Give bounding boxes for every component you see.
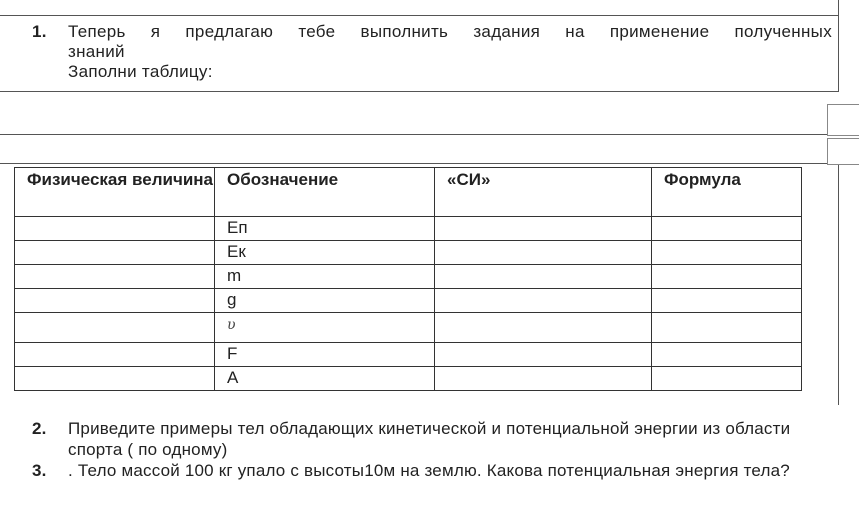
header-formula: Формула (652, 168, 802, 217)
velocity-symbol: υ (227, 317, 236, 333)
symbol-cell: F (215, 343, 435, 367)
quantity-cell[interactable] (15, 367, 215, 391)
table-row (15, 367, 802, 391)
task-list (32, 418, 822, 481)
task-1-number: 1. (32, 22, 47, 41)
si-cell[interactable] (435, 217, 652, 241)
quantity-cell[interactable] (15, 289, 215, 313)
right-rule-table (838, 165, 839, 405)
symbol-cell: g (215, 289, 435, 313)
task-1-line2: знаний (68, 42, 125, 61)
rule-under-task1 (0, 91, 838, 92)
header-si: «СИ» (435, 168, 652, 217)
si-cell[interactable] (435, 343, 652, 367)
symbol-cell: Еп (215, 217, 435, 241)
right-rule-top (838, 0, 839, 92)
task-2-text: Приведите примеры тел обладающих кинетической и потенциальной энергии из области спорта ( по одному) (68, 419, 791, 459)
formula-cell[interactable] (652, 217, 802, 241)
quantity-cell[interactable] (15, 217, 215, 241)
table-row (15, 289, 802, 313)
symbol-cell: Ек (215, 241, 435, 265)
formula-cell[interactable] (652, 241, 802, 265)
quantity-cell[interactable] (15, 343, 215, 367)
si-cell[interactable] (435, 367, 652, 391)
formula-cell[interactable] (652, 313, 802, 343)
si-cell[interactable] (435, 289, 652, 313)
task-3 (32, 460, 822, 481)
header-symbol: Обозначение (215, 168, 435, 217)
symbol-cell: А (215, 367, 435, 391)
rule-mid (0, 134, 859, 135)
table-row (15, 343, 802, 367)
formula-cell[interactable] (652, 289, 802, 313)
table-row (15, 313, 802, 343)
si-cell[interactable] (435, 313, 652, 343)
symbol-cell (215, 313, 435, 343)
quantity-cell[interactable] (15, 241, 215, 265)
task-1-line3: Заполни таблицу: (68, 62, 213, 81)
table-row (15, 265, 802, 289)
quantity-cell[interactable] (15, 265, 215, 289)
quantity-cell[interactable] (15, 313, 215, 343)
formula-cell[interactable] (652, 367, 802, 391)
table-row (15, 241, 802, 265)
task-3-text: . Тело массой 100 кг упало с высоты10м на землю. Какова потенциальная энергия тела? (68, 461, 790, 480)
table-header-row (15, 168, 802, 217)
symbol-cell: m (215, 265, 435, 289)
rule-above-table (0, 163, 859, 164)
task-1 (32, 22, 832, 82)
formula-cell[interactable] (652, 343, 802, 367)
margin-box-lower (827, 138, 859, 165)
si-cell[interactable] (435, 241, 652, 265)
formula-cell[interactable] (652, 265, 802, 289)
task-2 (32, 418, 822, 460)
si-cell[interactable] (435, 265, 652, 289)
table-row (15, 217, 802, 241)
top-rule (0, 15, 838, 16)
physics-table (14, 167, 802, 391)
task-3-number: 3. (32, 461, 47, 480)
task-2-number: 2. (32, 419, 47, 438)
margin-box-upper (827, 104, 859, 136)
task-1-line1: Теперь я предлагаю тебе выполнить задания на применение полученных (68, 22, 832, 41)
header-quantity: Физическая величина (15, 168, 215, 217)
